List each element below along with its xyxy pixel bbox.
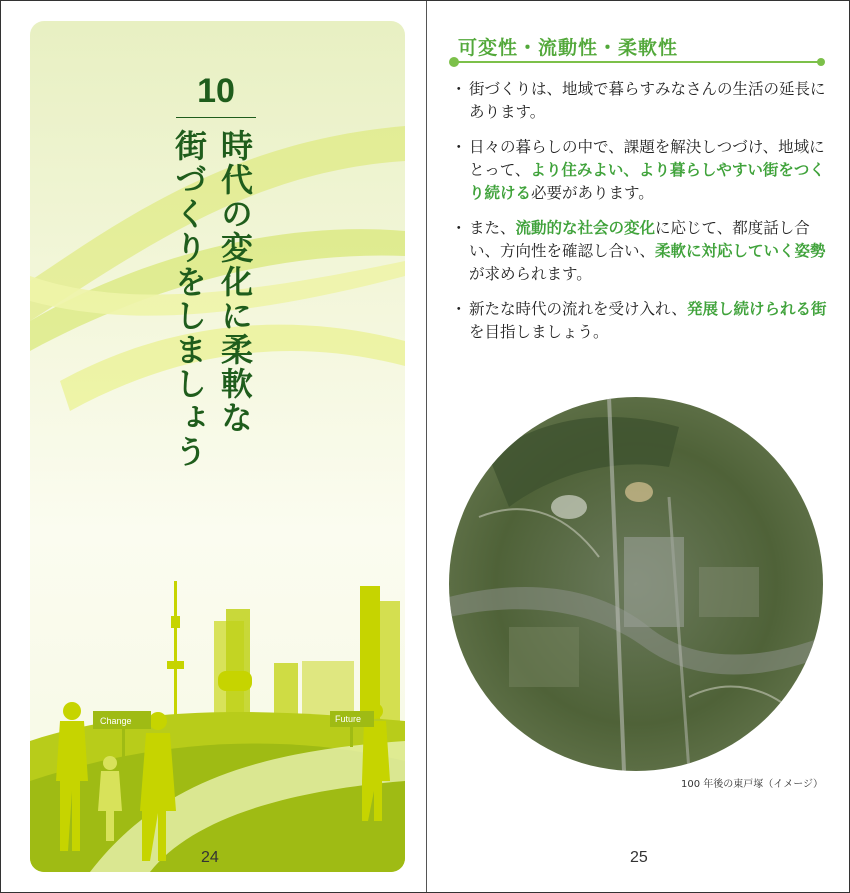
bullet-text: また、 bbox=[469, 219, 516, 237]
title-line-2: 街づくりをしましょう bbox=[170, 129, 208, 469]
page-number-left: 24 bbox=[201, 849, 219, 866]
bullet-text: 必要があります。 bbox=[531, 184, 654, 202]
image-caption: 100 年後の東戸塚（イメージ） bbox=[681, 779, 823, 790]
bullet-marker: ・ bbox=[451, 138, 467, 156]
title-line-1: 時代の変化に柔軟な bbox=[216, 129, 254, 435]
bullet-text: 日々の暮らしの中で、課題を解決しつづけ、地域にとって、 bbox=[469, 138, 825, 179]
bullet-text: 街づくりは、地域で暮らすみなさんの生活の延長にあります。 bbox=[469, 80, 826, 121]
heading-rule-dot-left bbox=[449, 57, 459, 67]
emphasis-text: 流動的な社会の変化 bbox=[515, 219, 656, 237]
chapter-number: 10 bbox=[197, 72, 235, 110]
emphasis-text: 柔軟に対応していく姿勢 bbox=[655, 242, 826, 260]
bullet-item bbox=[451, 217, 831, 286]
bullet-text: に応じて、都度話し合い、方向性を確認し合い、 bbox=[469, 219, 810, 260]
page-number-right: 25 bbox=[630, 849, 648, 866]
bullet-text: が求められます。 bbox=[469, 265, 592, 283]
emphasis-text: より住みよい、より暮らしやすい街をつくり続ける bbox=[469, 161, 825, 202]
heading-rule bbox=[454, 61, 820, 63]
bullet-text: を目指しましょう。 bbox=[469, 323, 609, 341]
bullet-marker: ・ bbox=[451, 300, 467, 318]
bullet-marker: ・ bbox=[451, 80, 467, 98]
left-page bbox=[1, 1, 426, 892]
bullet-list bbox=[451, 78, 831, 356]
chapter-divider bbox=[176, 117, 256, 118]
bullet-marker: ・ bbox=[451, 219, 467, 237]
emphasis-text: 発展し続けられる街 bbox=[686, 300, 827, 318]
bullet-item bbox=[451, 298, 831, 344]
right-page bbox=[427, 1, 849, 892]
aerial-city-image bbox=[449, 397, 823, 771]
section-heading: 可変性・流動性・柔軟性 bbox=[458, 37, 679, 59]
bullet-item bbox=[451, 78, 831, 124]
bullet-item bbox=[451, 136, 831, 205]
sign-change: Change bbox=[100, 716, 132, 726]
bullet-text: 新たな時代の流れを受け入れ、 bbox=[469, 300, 687, 318]
heading-rule-dot-right bbox=[817, 58, 825, 66]
sign-future: Future bbox=[335, 714, 362, 724]
